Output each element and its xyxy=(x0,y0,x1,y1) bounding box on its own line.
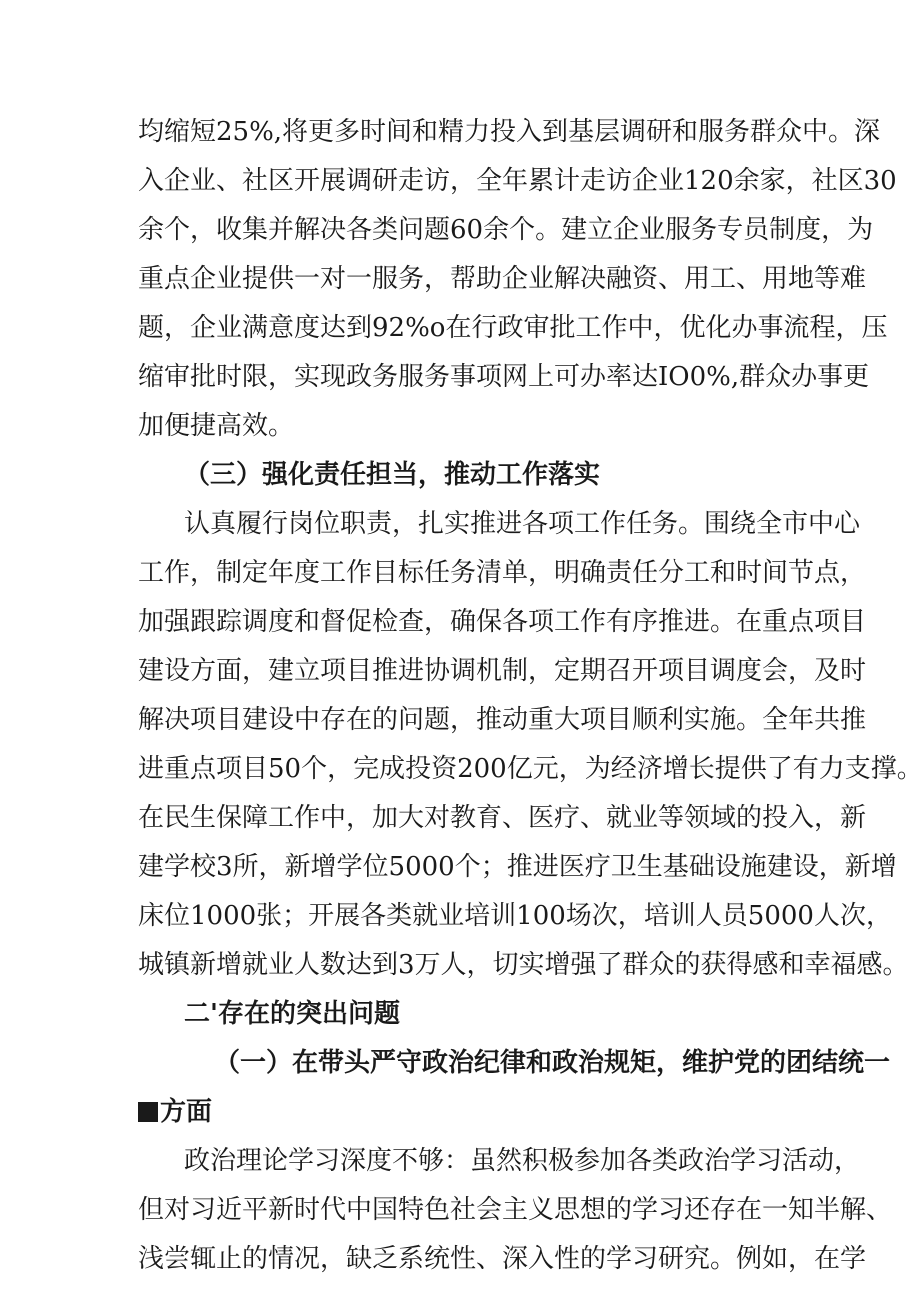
paragraph-line: 在民生保障工作中，加大对教育、医疗、就业等领域的投入，新 xyxy=(138,803,867,833)
paragraph-line: 加强跟踪调度和督促检查，确保各项工作有序推进。在重点项目 xyxy=(138,607,867,637)
paragraph-line: 建设方面，建立项目推进协调机制，定期召开项目调度会，及时 xyxy=(138,656,867,686)
paragraph-line: 认真履行岗位职责，扎实推进各项工作任务。围绕全市中心 xyxy=(184,509,861,539)
paragraph-line: 政治理论学习深度不够：虽然积极参加各类政治学习活动， xyxy=(184,1146,861,1176)
chapter-heading: 二'存在的突出问题 xyxy=(184,999,400,1029)
paragraph-line: 重点企业提供一对一服务，帮助企业解决融资、用工、用地等难 xyxy=(138,264,867,294)
paragraph-line: 加便捷高效。 xyxy=(138,411,295,441)
paragraph-line: 进重点项目50个，完成投资200亿元，为经济增长提供了有力支撑。 xyxy=(138,754,923,784)
section-heading-3: （三）强化责任担当，推动工作落实 xyxy=(184,460,601,490)
paragraph-line: 建学校3所，新增学位5000个；推进医疗卫生基础设施建设，新增 xyxy=(138,852,897,882)
paragraph-line: 缩审批时限，实现政务服务事项网上可办率达IO0%,群众办事更 xyxy=(138,362,870,392)
paragraph-line: 城镇新增就业人数达到3万人，切实增强了群众的获得感和幸福感。 xyxy=(138,950,909,980)
section-heading-1: （一）在带头严守政治纪律和政治规矩，维护党的团结统一 xyxy=(214,1048,891,1078)
paragraph-line: 入企业、社区开展调研走访，全年累计走访企业120余家，社区30 xyxy=(138,166,897,196)
paragraph-line: 余个，收集并解决各类问题60余个。建立企业服务专员制度，为 xyxy=(138,215,874,245)
square-bullet-icon xyxy=(138,1102,158,1122)
section-heading-1-continued xyxy=(138,1092,798,1132)
paragraph-line: 工作，制定年度工作目标任务清单，明确责任分工和时间节点， xyxy=(138,558,867,588)
paragraph-line: 床位1000张；开展各类就业培训100场次，培训人员5000人次， xyxy=(138,901,892,931)
paragraph-line: 均缩短25%,将更多时间和精力投入到基层调研和服务群众中。深 xyxy=(138,117,881,147)
paragraph-line: 但对习近平新时代中国特色社会主义思想的学习还存在一知半解、 xyxy=(138,1195,893,1225)
section-heading-1-tail: 方面 xyxy=(160,1097,213,1127)
paragraph-line: 解决项目建设中存在的问题，推动重大项目顺利实施。全年共推 xyxy=(138,705,867,735)
paragraph-line: 题，企业满意度达到92%o在行政审批工作中，优化办事流程，压 xyxy=(138,313,888,343)
paragraph-line: 浅尝辄止的情况，缺乏系统性、深入性的学习研究。例如，在学 xyxy=(138,1244,867,1274)
